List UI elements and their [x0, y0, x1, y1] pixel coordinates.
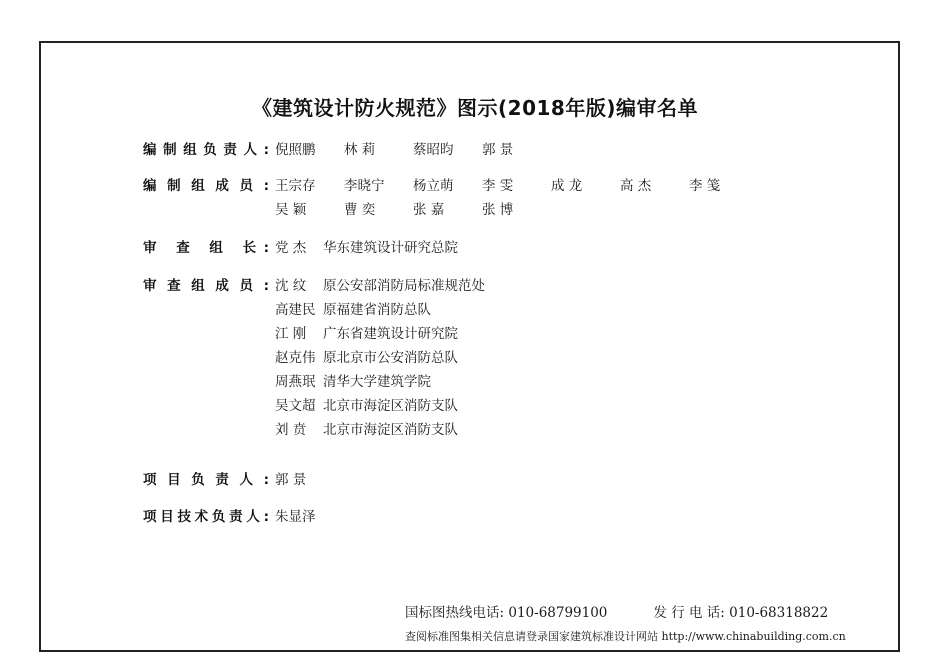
organization-name: 广东省建筑设计研究院	[323, 326, 458, 342]
person-name: 高建民	[275, 302, 316, 318]
organization-name: 北京市海淀区消防支队	[323, 422, 458, 438]
person-name: 党 杰	[275, 240, 307, 256]
person-name: 郭 景	[482, 142, 514, 158]
compile-members-label: 编制组成员:	[143, 178, 269, 194]
person-name: 赵克伟	[275, 350, 316, 366]
compile-leaders-names	[275, 138, 551, 162]
person-name: 李 笺	[689, 178, 721, 194]
sales-phone-number: 010-68318822	[729, 605, 829, 621]
person-name: 倪照鹏	[275, 142, 316, 158]
person-name: 王宗存	[275, 178, 316, 194]
page-title: 《建筑设计防火规范》图示(2018年版)编审名单	[252, 96, 698, 120]
person-name: 江 刚	[275, 326, 307, 342]
review-member-item	[275, 394, 485, 418]
review-member-item	[275, 298, 485, 322]
review-member-item	[275, 370, 485, 394]
compile-leaders-label: 编制组负责人:	[143, 142, 269, 158]
organization-name: 清华大学建筑学院	[323, 374, 431, 390]
review-leader-entry	[275, 236, 458, 260]
review-member-item	[275, 322, 485, 346]
organization-name: 原公安部消防局标准规范处	[323, 278, 485, 294]
organization-name: 华东建筑设计研究总院	[323, 240, 458, 256]
sales-phone-label: 发 行 电 话:	[653, 605, 725, 621]
review-member-item	[275, 346, 485, 370]
person-name: 郭 景	[275, 472, 307, 488]
review-members-row	[143, 274, 485, 442]
hotline-number: 010-68799100	[508, 605, 608, 621]
person-name: 林 莉	[344, 142, 376, 158]
person-name: 李晓宁	[344, 178, 385, 194]
review-members-label: 审查组成员:	[143, 278, 269, 294]
person-name: 张 博	[482, 202, 514, 218]
person-name: 张 嘉	[413, 202, 445, 218]
person-name: 高 杰	[620, 178, 652, 194]
person-name: 朱显泽	[275, 509, 316, 525]
person-name: 蔡昭昀	[413, 142, 454, 158]
project-tech-leader-row	[143, 505, 316, 529]
project-leader-row	[143, 468, 306, 492]
person-name: 李 雯	[482, 178, 514, 194]
person-name: 吴文超	[275, 398, 316, 414]
compile-members-line-2	[275, 198, 758, 222]
footer-phone-line	[405, 601, 828, 621]
review-members-list	[275, 274, 485, 442]
compile-members-line-1	[275, 174, 758, 198]
person-name: 曹 奕	[344, 202, 376, 218]
hotline-label: 国标图热线电话:	[405, 605, 505, 621]
person-name: 成 龙	[551, 178, 583, 194]
person-name: 周燕珉	[275, 374, 316, 390]
compile-leaders-row	[143, 138, 551, 162]
person-name: 沈 纹	[275, 278, 307, 294]
review-leader-label: 审 查 组 长:	[143, 240, 269, 256]
review-member-item	[275, 418, 485, 442]
organization-name: 原福建省消防总队	[323, 302, 431, 318]
compile-members-lines	[275, 174, 758, 222]
organization-name: 原北京市公安消防总队	[323, 350, 458, 366]
person-name: 刘 贲	[275, 422, 307, 438]
person-name: 杨立萌	[413, 178, 454, 194]
review-member-item	[275, 274, 485, 298]
person-name: 吴 颖	[275, 202, 307, 218]
review-leader-row	[143, 236, 458, 260]
footer-website-line: 查阅标准图集相关信息请登录国家建筑标准设计网站 http://www.chinabuilding.com.cn	[405, 630, 846, 643]
project-leader-label: 项目负责人:	[143, 472, 269, 488]
compile-members-row	[143, 174, 758, 222]
organization-name: 北京市海淀区消防支队	[323, 398, 458, 414]
project-tech-leader-label: 项目技术负责人:	[143, 509, 269, 525]
